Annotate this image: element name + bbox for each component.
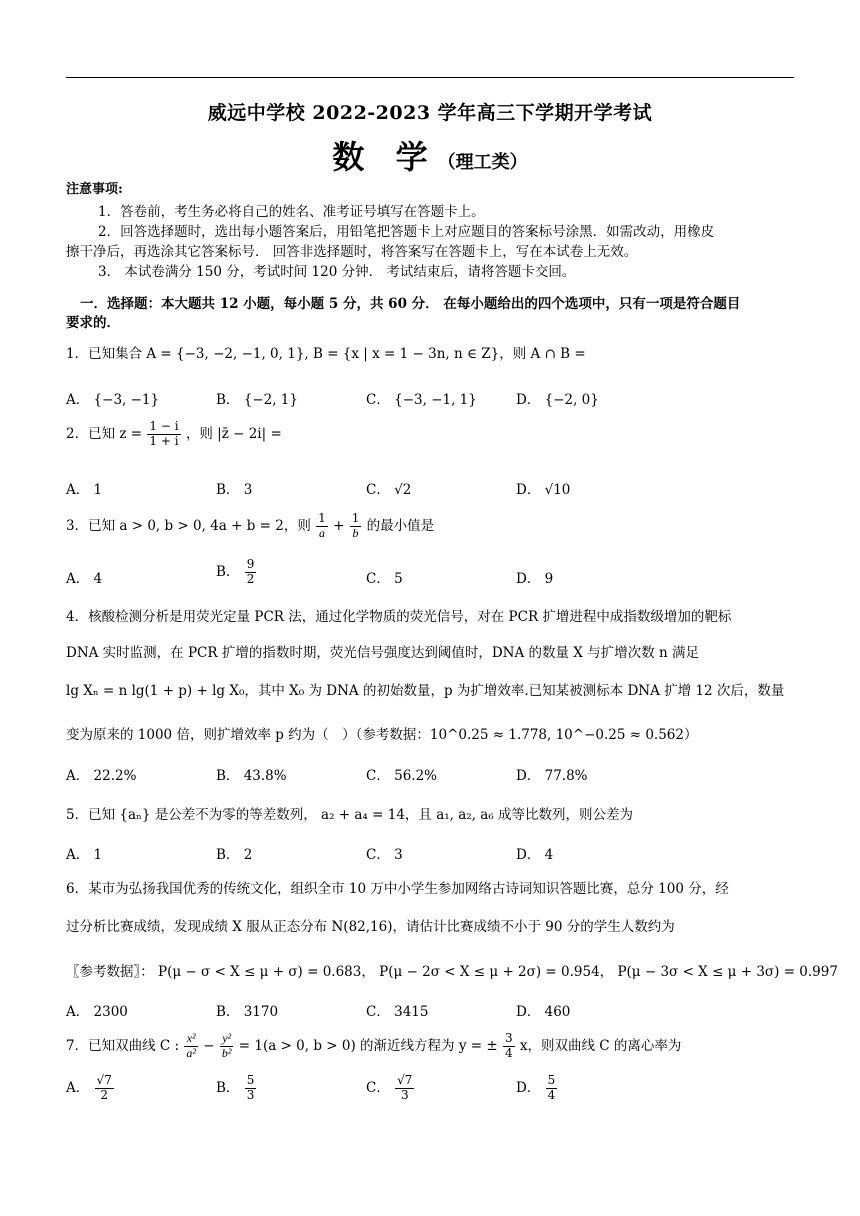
q3-option-b-label: B． [216, 563, 240, 580]
q3-frac2-den: b [352, 525, 359, 540]
q7-stem-suffix: x，则双曲线 C 的离心率为 [519, 1037, 682, 1054]
q7-opta-num: √7 [96, 1073, 112, 1087]
q7-optb-num: 5 [246, 1073, 255, 1087]
q1-option-d: D． {−2, 0} [516, 392, 599, 408]
q2-frac-den: 1 + i [149, 433, 179, 448]
q3-fraction-1 [316, 512, 328, 541]
question-4-line: 变为原来的 1000 倍，则扩增效率 p 约为（ ）（参考数据：10^0.25 ≈ 1.778, 10^−0.25 ≈ 0.562） [66, 727, 698, 743]
q3-option-b [216, 558, 257, 587]
subject-note: （理工类） [437, 152, 528, 173]
q7-optd-num: 5 [547, 1073, 556, 1087]
question-6-line: 6．某市为弘扬我国优秀的传统文化，组织全市 10 万中小学生参加网络古诗词知识答题比赛，总分 100 分，经 [66, 881, 729, 897]
q4-option-b: B． 43.8% [216, 768, 287, 784]
q7-option-d-fraction [546, 1074, 558, 1103]
q7-option-c-fraction [395, 1074, 414, 1103]
note-item: 2．回答选择题时，选出每小题答案后，用铅笔把答题卡上对应题目的答案标号涂黑．如需改动，用橡皮 [98, 224, 715, 240]
q7-option-b [216, 1074, 257, 1103]
q3-stem-prefix: 3．已知 a > 0, b > 0, 4a + b = 2，则 [66, 517, 311, 534]
q7-option-a [66, 1074, 115, 1103]
q7-optd-den: 4 [547, 1087, 556, 1102]
q3-option-a: A． 4 [66, 571, 103, 587]
q3-optb-num: 9 [246, 557, 255, 571]
q3-stem-suffix: 的最小值是 [366, 517, 435, 534]
notes-heading: 注意事项: [66, 182, 123, 197]
header-rule [66, 77, 794, 78]
q4-option-d: D． 77.8% [516, 768, 588, 784]
q7-optc-num: √7 [397, 1073, 413, 1087]
q5-option-b: B． 2 [216, 847, 253, 863]
q5-option-c: C． 3 [366, 847, 403, 863]
q7-option-d-label: D． [516, 1079, 541, 1096]
question-2-stem [66, 420, 282, 449]
q7-optc-den: 3 [400, 1087, 409, 1102]
q2-option-d: D． √10 [516, 482, 571, 498]
question-4-line: 4．核酸检测分析是用荧光定量 PCR 法，通过化学物质的荧光信号，对在 PCR 扩增进程中成指数级增加的靶标 [66, 609, 732, 625]
q1-option-a: A． {−3, −1} [66, 392, 160, 408]
question-5-stem: 5．已知 {aₙ} 是公差不为零的等差数列， a₂ + a₄ = 14，且 a₁, a₂, a₆ 成等比数列，则公差为 [66, 807, 634, 823]
q5-option-a: A． 1 [66, 847, 103, 863]
section-heading: 一．选择题：本大题共 12 小题，每小题 5 分，共 60 分． 在每小题给出的四个选项中，只有一项是符合题目 [80, 296, 741, 312]
q2-stem-suffix: ，则 |z̄ − 2i| = [185, 425, 282, 442]
note-item: 3． 本试卷满分 150 分，考试时间 120 分钟． 考试结束后，请将答题卡交回。 [98, 264, 576, 280]
q3-optb-den: 2 [246, 571, 255, 586]
q7-xa-num: x² [184, 1032, 198, 1047]
q7-option-b-fraction [245, 1074, 257, 1103]
q7-yb-num: y² [220, 1032, 234, 1047]
q7-asym-fraction [503, 1032, 515, 1061]
question-3-stem [66, 512, 434, 541]
note-item: 1．答卷前，考生务必将自己的姓名、准考证号填写在答题卡上。 [98, 204, 485, 220]
q1-option-b: B． {−2, 1} [216, 392, 298, 408]
q7-stem-prefix: 7．已知双曲线 C : [66, 1037, 180, 1054]
q3-option-d: D． 9 [516, 571, 554, 587]
exam-title: 威远中学校 2022-2023 学年高三下学期开学考试 [207, 102, 653, 124]
q7-minus: − [203, 1037, 215, 1054]
question-6-line: 过分析比赛成绩，发现成绩 X 服从正态分布 N(82,16)，请估计比赛成绩不小于 90 分的学生人数约为 [66, 919, 675, 935]
q7-asym-num: 3 [504, 1031, 513, 1045]
q7-stem-mid: = 1(a > 0, b > 0) 的渐近线方程为 y = ± [238, 1037, 498, 1054]
q7-option-c [366, 1074, 415, 1103]
q4-option-c: C． 56.2% [366, 768, 438, 784]
q7-optb-den: 3 [246, 1087, 255, 1102]
q6-option-a: A． 2300 [66, 1004, 128, 1020]
q7-option-b-label: B． [216, 1079, 240, 1096]
q2-stem-prefix: 2．已知 z = [66, 425, 143, 442]
subject-heading [0, 132, 860, 178]
note-item: 擦干净后，再选涂其它答案标号． 回答非选择题时，将答案写在答题卡上，写在本试卷上无效。 [66, 244, 638, 260]
q3-frac1-num: 1 [318, 511, 326, 525]
q3-plus: + [333, 517, 345, 534]
question-4-line: lg Xₙ = n lg(1 + p) + lg X₀，其中 X₀ 为 DNA 的初始数量，p 为扩增效率.已知某被测标本 DNA 扩增 12 次后，数量 [66, 683, 785, 699]
q7-option-d [516, 1074, 558, 1103]
q2-fraction [147, 420, 180, 449]
q2-option-b: B． 3 [216, 482, 253, 498]
q7-y-fraction [220, 1032, 234, 1061]
q7-xa-den: a² [186, 1045, 196, 1060]
section-heading-cont: 要求的． [66, 315, 120, 331]
q6-option-b: B． 3170 [216, 1004, 279, 1020]
q4-option-a: A． 22.2% [66, 768, 137, 784]
q7-option-c-label: C． [366, 1079, 390, 1096]
q3-frac1-den: a [318, 525, 325, 540]
question-6-line: 〖参考数据〗： P(μ − σ < X ≤ μ + σ) = 0.683， P(μ − 2σ < X ≤ μ + 2σ) = 0.954， P(μ − 3σ < X ≤ μ + 3σ) = 0.997 [66, 964, 838, 980]
q7-yb-den: b² [221, 1045, 232, 1060]
q7-asym-den: 4 [504, 1045, 513, 1060]
question-4-line: DNA 实时监测，在 PCR 扩增的指数时期，荧光信号强度达到阈值时，DNA 的数量 X 与扩增次数 n 满足 [66, 645, 699, 661]
q3-option-c: C． 5 [366, 571, 403, 587]
q7-option-a-fraction [95, 1074, 114, 1103]
q3-option-b-fraction [245, 558, 257, 587]
q3-frac2-num: 1 [351, 511, 360, 525]
q7-x-fraction [184, 1032, 198, 1061]
q6-option-d: D． 460 [516, 1004, 571, 1020]
q2-option-a: A． 1 [66, 482, 103, 498]
q7-opta-den: 2 [100, 1087, 108, 1102]
question-7-stem [66, 1032, 681, 1061]
q3-fraction-2 [350, 512, 362, 541]
q1-option-c: C． {−3, −1, 1} [366, 392, 477, 408]
q5-option-d: D． 4 [516, 847, 554, 863]
q2-frac-num: 1 − i [149, 419, 179, 433]
q6-option-c: C． 3415 [366, 1004, 429, 1020]
question-1-stem: 1．已知集合 A = {−3, −2, −1, 0, 1}, B = {x | x = 1 − 3n, n ∈ Z}，则 A ∩ B = [66, 346, 586, 362]
q2-option-c: C． √2 [366, 482, 412, 498]
q7-option-a-label: A． [66, 1079, 90, 1096]
subject-name: 数 学 [332, 138, 438, 176]
